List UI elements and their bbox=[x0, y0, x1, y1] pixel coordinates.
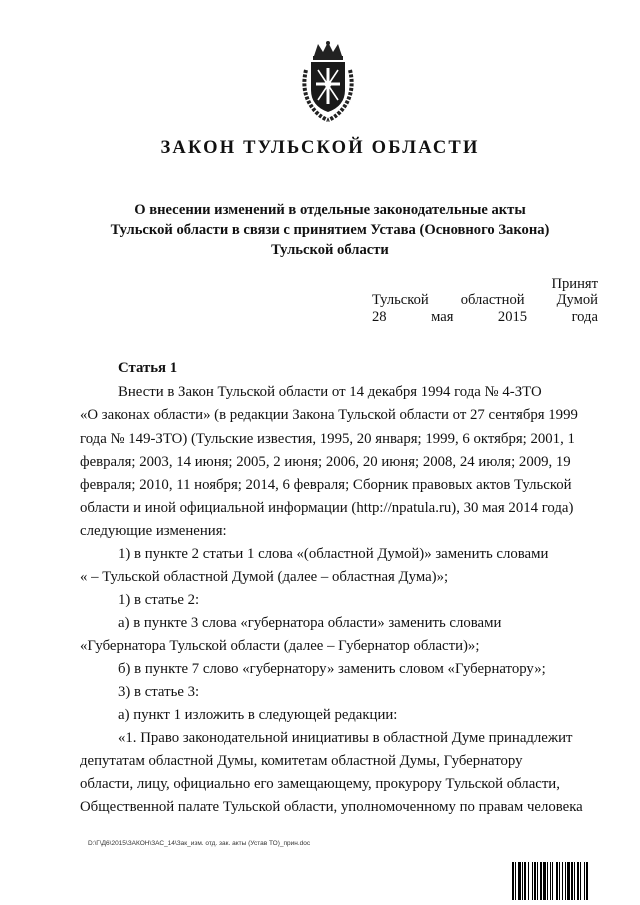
acceptance-line-1 bbox=[372, 276, 598, 293]
body-line: «О законах области» (в редакции Закона Тульской области от 27 сентября 1999 bbox=[80, 407, 578, 423]
acceptance-line-2 bbox=[372, 292, 598, 309]
subtitle-line: О внесении изменений в отдельные законодательные акты bbox=[134, 202, 526, 218]
acceptance-word: 28 bbox=[372, 309, 387, 325]
body-line: 1) в статье 2: bbox=[118, 592, 200, 608]
article-heading: Статья 1 bbox=[118, 360, 178, 376]
body-line: 1) в пункте 2 статьи 1 слова «(областной Думой)» заменить словами bbox=[118, 546, 549, 562]
subtitle-line: Тульской области bbox=[271, 242, 389, 258]
body-line: 3) в статье 3: bbox=[118, 684, 200, 700]
body-line: февраля; 2010, 11 ноября; 2014, 6 февраля; Сборник правовых актов Тульской bbox=[80, 477, 572, 493]
body-line: Общественной палате Тульской области, уполномоченному по правам человека bbox=[80, 799, 583, 815]
body-line: области, лицу, официально его замещающему, прокурору Тульской области, bbox=[80, 776, 560, 792]
body-line: а) в пункте 3 слова «губернатора области» заменить словами bbox=[118, 615, 502, 631]
acceptance-word: Тульской bbox=[372, 292, 429, 308]
body-line: « – Тульской областной Думой (далее – областная Дума)»; bbox=[80, 569, 449, 585]
coat-of-arms-emblem bbox=[298, 40, 358, 122]
acceptance-word: областной bbox=[460, 292, 525, 308]
subtitle-line: Тульской области в связи с принятием Устава (Основного Закона) bbox=[110, 222, 550, 238]
acceptance-word: года bbox=[571, 309, 598, 325]
acceptance-word: Принят bbox=[551, 276, 598, 292]
law-title: ЗАКОН ТУЛЬСКОЙ ОБЛАСТИ bbox=[160, 138, 480, 158]
body-line: «Губернатора Тульской области (далее – Губернатор области)»; bbox=[80, 638, 480, 654]
law-subtitle bbox=[80, 200, 580, 260]
barcode-graphic bbox=[512, 862, 630, 900]
acceptance-word: 2015 bbox=[497, 309, 528, 325]
body-line: следующие изменения: bbox=[80, 523, 227, 539]
body-line: а) пункт 1 изложить в следующей редакции: bbox=[118, 707, 398, 723]
body-line: области и иной официальной информации (http://npatula.ru), 30 мая 2014 года) bbox=[80, 500, 574, 516]
acceptance-line-3 bbox=[372, 309, 598, 326]
body-line: б) в пункте 7 слово «губернатору» заменить словом «Губернатору»; bbox=[118, 661, 546, 677]
file-path-footer: D:\Г\Д6\2015\ЗАКОН\ЗАС_14\Зак_изм. отд. зак. акты (Устав ТО)_прин.doc bbox=[88, 840, 311, 847]
body-line: года № 149-ЗТО) (Тульские известия, 1995, 20 января; 1999, 6 октября; 2001, 1 bbox=[80, 431, 575, 447]
body-line: «1. Право законодательной инициативы в областной Думе принадлежит bbox=[118, 730, 573, 746]
body-line: Внести в Закон Тульской области от 14 декабря 1994 года № 4-ЗТО bbox=[118, 384, 542, 400]
acceptance-word: Думой bbox=[556, 292, 598, 308]
body-line: депутатам областной Думы, комитетам областной Думы, Губернатору bbox=[80, 753, 523, 769]
body-line: февраля; 2003, 14 июня; 2005, 2 июня; 2006, 20 июня; 2008, 24 июля; 2009, 19 bbox=[80, 454, 571, 470]
acceptance-word: мая bbox=[431, 309, 454, 325]
